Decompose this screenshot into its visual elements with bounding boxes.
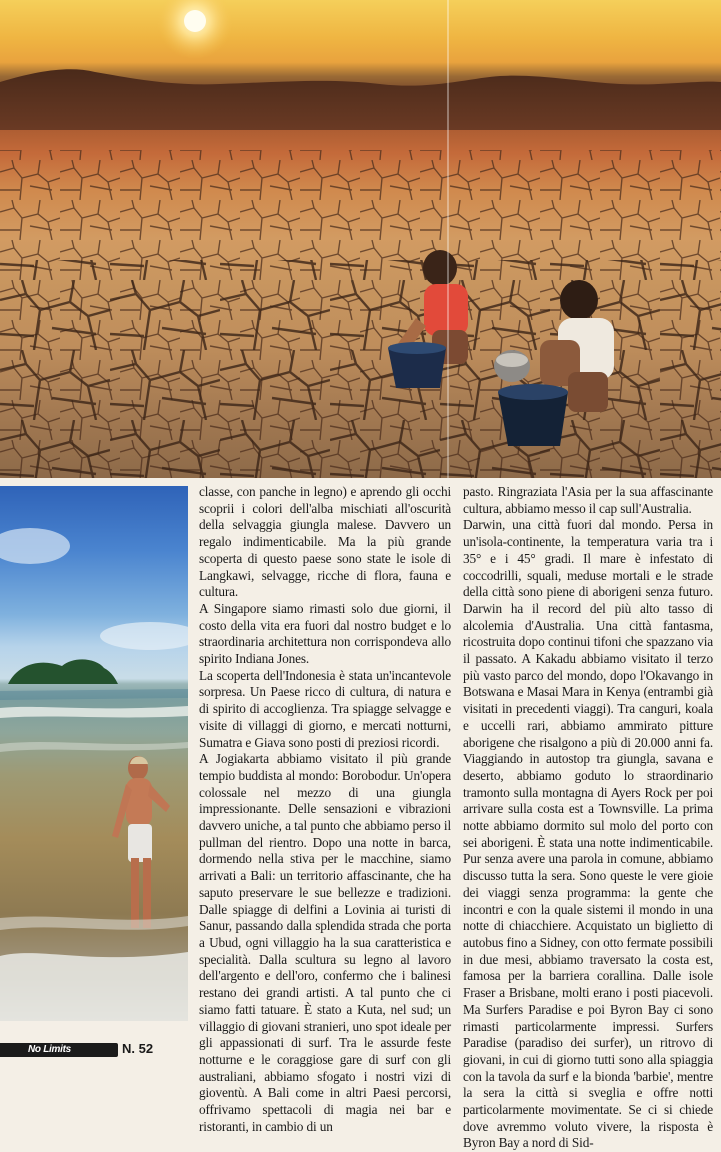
dry-earth-illustration xyxy=(0,0,721,478)
wave xyxy=(0,742,188,752)
dry-earth-photo xyxy=(0,0,721,478)
wave xyxy=(0,916,188,930)
bowl-metal xyxy=(494,350,530,382)
page-footer xyxy=(0,1040,721,1063)
paragraph: pasto. Ringraziata l'Asia per la sua affascinante cultura, abbiamo messo il cap sull'Australia. xyxy=(463,484,713,516)
paragraph: La scoperta dell'Indonesia è stata un'incantevole sorpresa. Un Paese ricco di cultura, di natura e di spirito di accoglienza. Tra spiagge selvagge e visite di villaggi di giorno, e mercati notturni, Sumatra e Giava sono posti di preziosi ricordi. xyxy=(199,667,451,750)
bucket-blue-left xyxy=(388,342,446,388)
paragraph: A Jogiakarta abbiamo visitato il più grande tempio buddista al mondo: Borobodur. Un'opera colossale nel mezzo di una giungla impressionante. Delle sensazioni e vibrazioni davvero uniche, a tal punto che abbiamo perso il pullman del rientro. Dopo una notte in barca, dormendo nella stiva per le macchine, siamo arrivati a Bali: un territorio affascinante, che ha saputo preservare le sue bellezze e tradizioni. Dalle spiagge di delfini a Lovinia ai turisti di Sanur, passando dalla splendida strada che porta a Ubud, ogni villaggio ha la sua caratteristica e specialità. Dalla scultura su legno al lavoro dell'argento e dell'oro, confermo che i balinesi restano dei grandi artisti. A tal punto che ci siamo fatti tatuare. È stato a Kuta, nel sud; un villaggio di giovani stranieri, uno spot ideale per gli appassionati di surf. Tra le assurde feste notturne e le coraggiose gare di surf con gli australiani, abbiamo sfogato i nostri vizi di gioventù. A Bali come in altri Paesi percorsi, offrivamo spettacoli di magia nei bar e ristoranti, in cambio di un xyxy=(199,751,451,1134)
paragraph: Darwin, una città fuori dal mondo. Persa in un'isola-continente, la temperatura varia tra i 35° e i 45° gradi. Il mare è infestato di coccodrilli, squali, meduse mortali e le strade della città sono piene di aborigeni senza futuro. Darwin ha il record del più alto tasso di alcolemia d'Australia. Una città fantasma, ricostruita dopo continui tifoni che spazzano via il passato. A Kakadu abbiamo visitato il terzo più vasto parco del mondo, dopo l'Okavango in Botswana e Masai Mara in Kenya (entrambi già visitati in precedenti viaggi). Tra canguri, koala e uccelli rari, abbiamo ammirato pitture aborigene che risalgono a più di 20.000 anni fa. Viaggiando in autostop tra giungla, savana e deserto, abbiamo goduto lo straordinario tramonto sulla montagna di Ayers Rock per poi arrivare sulla costa est a Townsville. La prima notte abbiamo dormito sul molo del porto con sei aborigeni. È stata una notte indimenticabile. Pur senza avere una parola in comune, abbiamo discusso tutta la sera. Sono queste le vere gioie dei viaggi senza programma: la gente che incontri e con la quale sistemi il mondo in una notte di chiacchiere. Acquistato un biglietto di autobus fino a Sidney, con otto fermate possibili in due mesi, abbiamo traversato la costa est, famosa per la barriera corallina. Dalle isole Fraser a Brisbane, molti erano i posti piacevoli. Ma Surfers Paradise e poi Byron Bay ci sono rimasti particolarmente impressi. Surfers Paradise (paradiso dei surfer), un ritrovo di giovani, in cui di giorno tutti sono alla spiaggia con la tavola da surf e la bionda 'barbie', mentre la sera la città si sveglia e offre notti particolarmente movimentate. Se ci si chiede dove avremmo voluto vivere, la risposta è Byron Bay a nord di Sid- xyxy=(463,517,713,1151)
cloud xyxy=(100,622,188,650)
paragraph: A Singapore siamo rimasti solo due giorni, il costo della vita era fuori dal nostro budget e lo straordinaria architettura non corrispondeva allo spirito Indiana Jones. xyxy=(199,600,451,667)
magazine-logo: No Limits xyxy=(28,1044,71,1055)
sun-core xyxy=(184,10,206,32)
page-number: N. 52 xyxy=(122,1041,154,1056)
beach-photo xyxy=(0,486,188,1021)
man-in-water xyxy=(112,756,170,928)
paragraph: classe, con panche in legno) e aprendo gli occhi scoprii i colori dell'alba mischiati all'oscurità della selvaggia giungla malese. Davvero un regalo indimenticabile. Ma la più grande scoperta di questo paese sono state le isole di Langkawi, selvagge, ricche di flora, fauna e cultura. xyxy=(199,484,451,600)
bucket-blue-right xyxy=(498,384,568,446)
island xyxy=(8,659,118,684)
cloud xyxy=(0,528,70,564)
hills xyxy=(0,69,721,130)
footer-bar xyxy=(0,1043,118,1057)
page-gutter xyxy=(447,0,449,478)
beach-illustration xyxy=(0,486,188,1021)
foam xyxy=(0,952,188,1021)
wave xyxy=(0,706,188,718)
article-column-middle xyxy=(199,484,451,1135)
